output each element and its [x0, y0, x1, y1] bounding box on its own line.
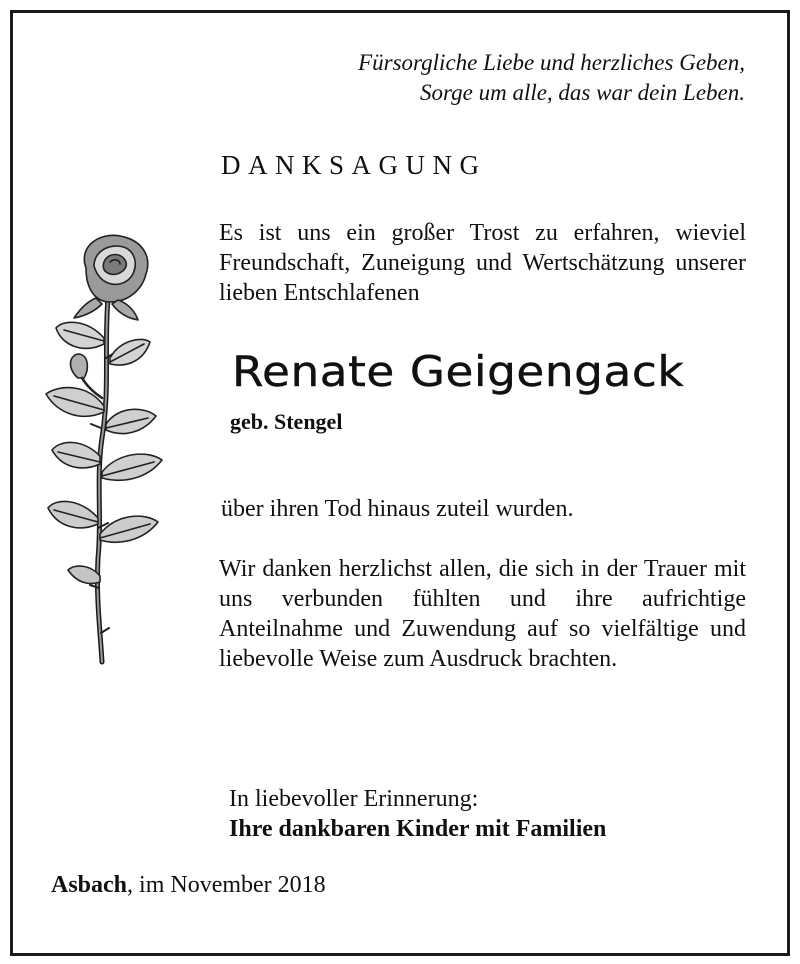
intro-paragraph: Es ist uns ein großer Trost zu erfahren, wieviel Freundschaft, Zuneigung und Wertschätzung unserer lieben Entschlafenen: [219, 220, 746, 306]
motto-verse: [358, 48, 745, 108]
maiden-name: geb. Stengel: [230, 409, 343, 434]
closing-line-2: Ihre dankbaren Kinder mit Familien: [229, 816, 607, 842]
thanks-paragraph: Wir danken herzlichst allen, die sich in der Trauer mit uns verbunden fühlten und ihre aufrichtige Anteilnahme und Zuwendung auf so vielfältige und liebevolle Weise zum Ausdruck brachten.: [219, 556, 746, 672]
motto-line-1: Fürsorgliche Liebe und herzliches Geben,: [358, 50, 745, 75]
after-name-text: über ihren Tod hinaus zuteil wurden.: [221, 496, 574, 522]
place-town: Asbach: [51, 872, 128, 898]
deceased-name: Renate Geigengack: [232, 347, 685, 396]
closing-line-1: In liebevoller Erinnerung:: [229, 786, 479, 812]
place-date: , im November 2018: [127, 872, 326, 898]
closing-block: [229, 784, 606, 844]
motto-line-2: Sorge um alle, das war dein Leben.: [420, 80, 745, 105]
place-and-date: [51, 870, 326, 900]
notice-heading: DANKSAGUNG: [221, 150, 487, 180]
rose-icon: [38, 228, 178, 668]
